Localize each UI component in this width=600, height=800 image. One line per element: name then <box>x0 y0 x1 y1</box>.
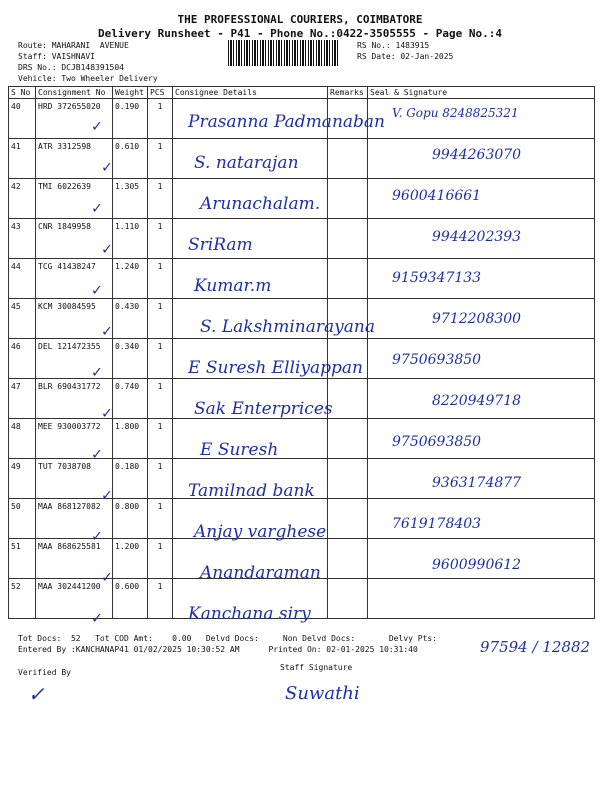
handwritten-consignee: Anandaraman <box>200 563 321 583</box>
handwritten-consignee: Anjay varghese <box>194 522 327 542</box>
handwritten-consignee: E Suresh <box>200 440 279 460</box>
row-consignment: MEE 930003772 <box>36 419 113 459</box>
handwritten-consignee: Tamilnad bank <box>188 481 315 501</box>
company-title: THE PROFESSIONAL COURIERS, COIMBATORE <box>177 13 423 26</box>
runsheet-title: Delivery Runsheet - P41 - Phone No.:0422-3505555 - Page No.:4 <box>98 27 502 40</box>
row-pcs: 1 <box>148 579 173 619</box>
vehicle: Vehicle: Two Wheeler Delivery <box>18 74 158 83</box>
check-mark-icon: ✓ <box>92 526 102 545</box>
check-mark-icon: ✓ <box>102 485 112 504</box>
check-mark-icon: ✓ <box>92 362 102 381</box>
row-consignment: ATR 3312598 <box>36 139 113 179</box>
check-mark-icon: ✓ <box>92 608 102 627</box>
row-weight: 1.800 <box>113 419 148 459</box>
check-mark-icon: ✓ <box>102 157 112 176</box>
drs-no: DRS No.: DCJB148391504 <box>18 63 124 72</box>
row-remarks <box>328 419 368 459</box>
row-consignment: TCG 41438247 <box>36 259 113 299</box>
handwritten-phone: 8220949718 <box>432 393 522 409</box>
handwritten-consignee: Kumar.m <box>194 276 272 296</box>
row-weight: 1.240 <box>113 259 148 299</box>
row-sno: 48 <box>9 419 36 459</box>
rs-date: RS Date: 02-Jan-2025 <box>357 52 454 61</box>
handwritten-phone: 9944263070 <box>432 147 522 163</box>
row-pcs: 1 <box>148 539 173 579</box>
staff-signature: Suwathi <box>285 683 360 704</box>
handwritten-phone: 9712208300 <box>432 311 522 327</box>
row-seal <box>368 579 595 619</box>
handwritten-phone: 9750693850 <box>392 352 482 368</box>
col-remarks: Remarks <box>328 87 368 99</box>
barcode-image <box>228 40 338 66</box>
row-remarks <box>328 579 368 619</box>
row-sno: 50 <box>9 499 36 539</box>
row-consignment: KCM 30084595 <box>36 299 113 339</box>
row-weight: 1.305 <box>113 179 148 219</box>
row-weight: 0.340 <box>113 339 148 379</box>
handwritten-phone: 9944202393 <box>432 229 522 245</box>
row-weight: 0.600 <box>113 579 148 619</box>
row-sno: 41 <box>9 139 36 179</box>
check-mark-icon: ✓ <box>92 198 102 217</box>
row-sno: 42 <box>9 179 36 219</box>
handwritten-consignee: Arunachalam. <box>200 194 321 214</box>
row-weight: 0.190 <box>113 99 148 139</box>
handwritten-numbers: 97594 / 12882 <box>480 638 591 656</box>
col-consignee: Consignee Details <box>173 87 328 99</box>
row-remarks <box>328 499 368 539</box>
row-sno: 46 <box>9 339 36 379</box>
staff: Staff: VAISHNAVI <box>18 52 96 61</box>
row-remarks <box>328 259 368 299</box>
row-consignment: TUT 7038708 <box>36 459 113 499</box>
row-pcs: 1 <box>148 139 173 179</box>
row-remarks <box>328 179 368 219</box>
row-consignment: CNR 1849958 <box>36 219 113 259</box>
row-pcs: 1 <box>148 299 173 339</box>
handwritten-consignee: S. Lakshminarayana <box>200 317 375 337</box>
row-sno: 44 <box>9 259 36 299</box>
row-remarks <box>328 139 368 179</box>
entered-by: Entered By :KANCHANAP41 01/02/2025 10:30:52 AM Printed On: 02-01-2025 10:31:40 <box>18 645 418 654</box>
handwritten-phone: 9600416661 <box>392 188 482 204</box>
route: Route: MAHARANI AVENUE <box>18 41 129 50</box>
row-remarks <box>328 459 368 499</box>
row-pcs: 1 <box>148 419 173 459</box>
row-weight: 0.430 <box>113 299 148 339</box>
handwritten-phone: 9159347133 <box>392 270 482 286</box>
col-consignment: Consignment No <box>36 87 113 99</box>
row-weight: 1.200 <box>113 539 148 579</box>
row-consignment: MAA 868625581 <box>36 539 113 579</box>
row-pcs: 1 <box>148 99 173 139</box>
row-sno: 43 <box>9 219 36 259</box>
row-weight: 0.180 <box>113 459 148 499</box>
handwritten-consignee: Kanchana siry <box>188 604 311 624</box>
handwritten-phone: 7619178403 <box>392 516 482 532</box>
row-sno: 45 <box>9 299 36 339</box>
col-weight: Weight <box>113 87 148 99</box>
row-pcs: 1 <box>148 179 173 219</box>
table-header-row <box>9 87 595 99</box>
row-consignment: MAA 302441200 <box>36 579 113 619</box>
verifier-mark: ✓ <box>28 682 45 706</box>
handwritten-consignee: Sak Enterprices <box>194 399 333 419</box>
check-mark-icon: ✓ <box>92 444 102 463</box>
row-sno: 47 <box>9 379 36 419</box>
row-pcs: 1 <box>148 379 173 419</box>
check-mark-icon: ✓ <box>102 321 112 340</box>
check-mark-icon: ✓ <box>102 567 112 586</box>
row-pcs: 1 <box>148 259 173 299</box>
row-weight: 0.740 <box>113 379 148 419</box>
row-remarks <box>328 539 368 579</box>
handwritten-phone: V. Gopu 8248825321 <box>392 106 519 120</box>
check-mark-icon: ✓ <box>92 280 102 299</box>
handwritten-consignee: SriRam <box>188 235 253 255</box>
check-mark-icon: ✓ <box>102 239 112 258</box>
handwritten-consignee: S. natarajan <box>194 153 299 173</box>
check-mark-icon: ✓ <box>92 116 102 135</box>
row-consignment: DEL 121472355 <box>36 339 113 379</box>
row-remarks <box>328 379 368 419</box>
rs-no: RS No.: 1483915 <box>357 41 430 50</box>
handwritten-consignee: Prasanna Padmanaban <box>188 112 385 132</box>
verified-by: Verified By <box>18 668 71 677</box>
row-pcs: 1 <box>148 499 173 539</box>
row-sno: 52 <box>9 579 36 619</box>
col-pcs: PCS <box>148 87 173 99</box>
handwritten-phone: 9363174877 <box>432 475 522 491</box>
row-sno: 40 <box>9 99 36 139</box>
col-seal: Seal & Signature <box>368 87 595 99</box>
staff-signature-label: Staff Signature <box>280 663 353 672</box>
row-remarks <box>328 219 368 259</box>
handwritten-consignee: E Suresh Elliyappan <box>188 358 363 378</box>
row-consignment: TMI 6022639 <box>36 179 113 219</box>
row-consignment: MAA 868127082 <box>36 499 113 539</box>
handwritten-phone: 9750693850 <box>392 434 482 450</box>
totals-line: Tot Docs: 52 Tot COD Amt: 0.00 Delvd Docs: Non Delvd Docs: Delvy Pts: <box>18 634 438 643</box>
check-mark-icon: ✓ <box>102 403 112 422</box>
row-pcs: 1 <box>148 219 173 259</box>
row-pcs: 1 <box>148 459 173 499</box>
row-weight: 0.610 <box>113 139 148 179</box>
row-weight: 0.800 <box>113 499 148 539</box>
row-consignment: HRD 372655020 <box>36 99 113 139</box>
row-pcs: 1 <box>148 339 173 379</box>
handwritten-phone: 9600990612 <box>432 557 522 573</box>
row-sno: 51 <box>9 539 36 579</box>
row-weight: 1.110 <box>113 219 148 259</box>
row-consignment: BLR 690431772 <box>36 379 113 419</box>
col-sno: S No <box>9 87 36 99</box>
row-sno: 49 <box>9 459 36 499</box>
